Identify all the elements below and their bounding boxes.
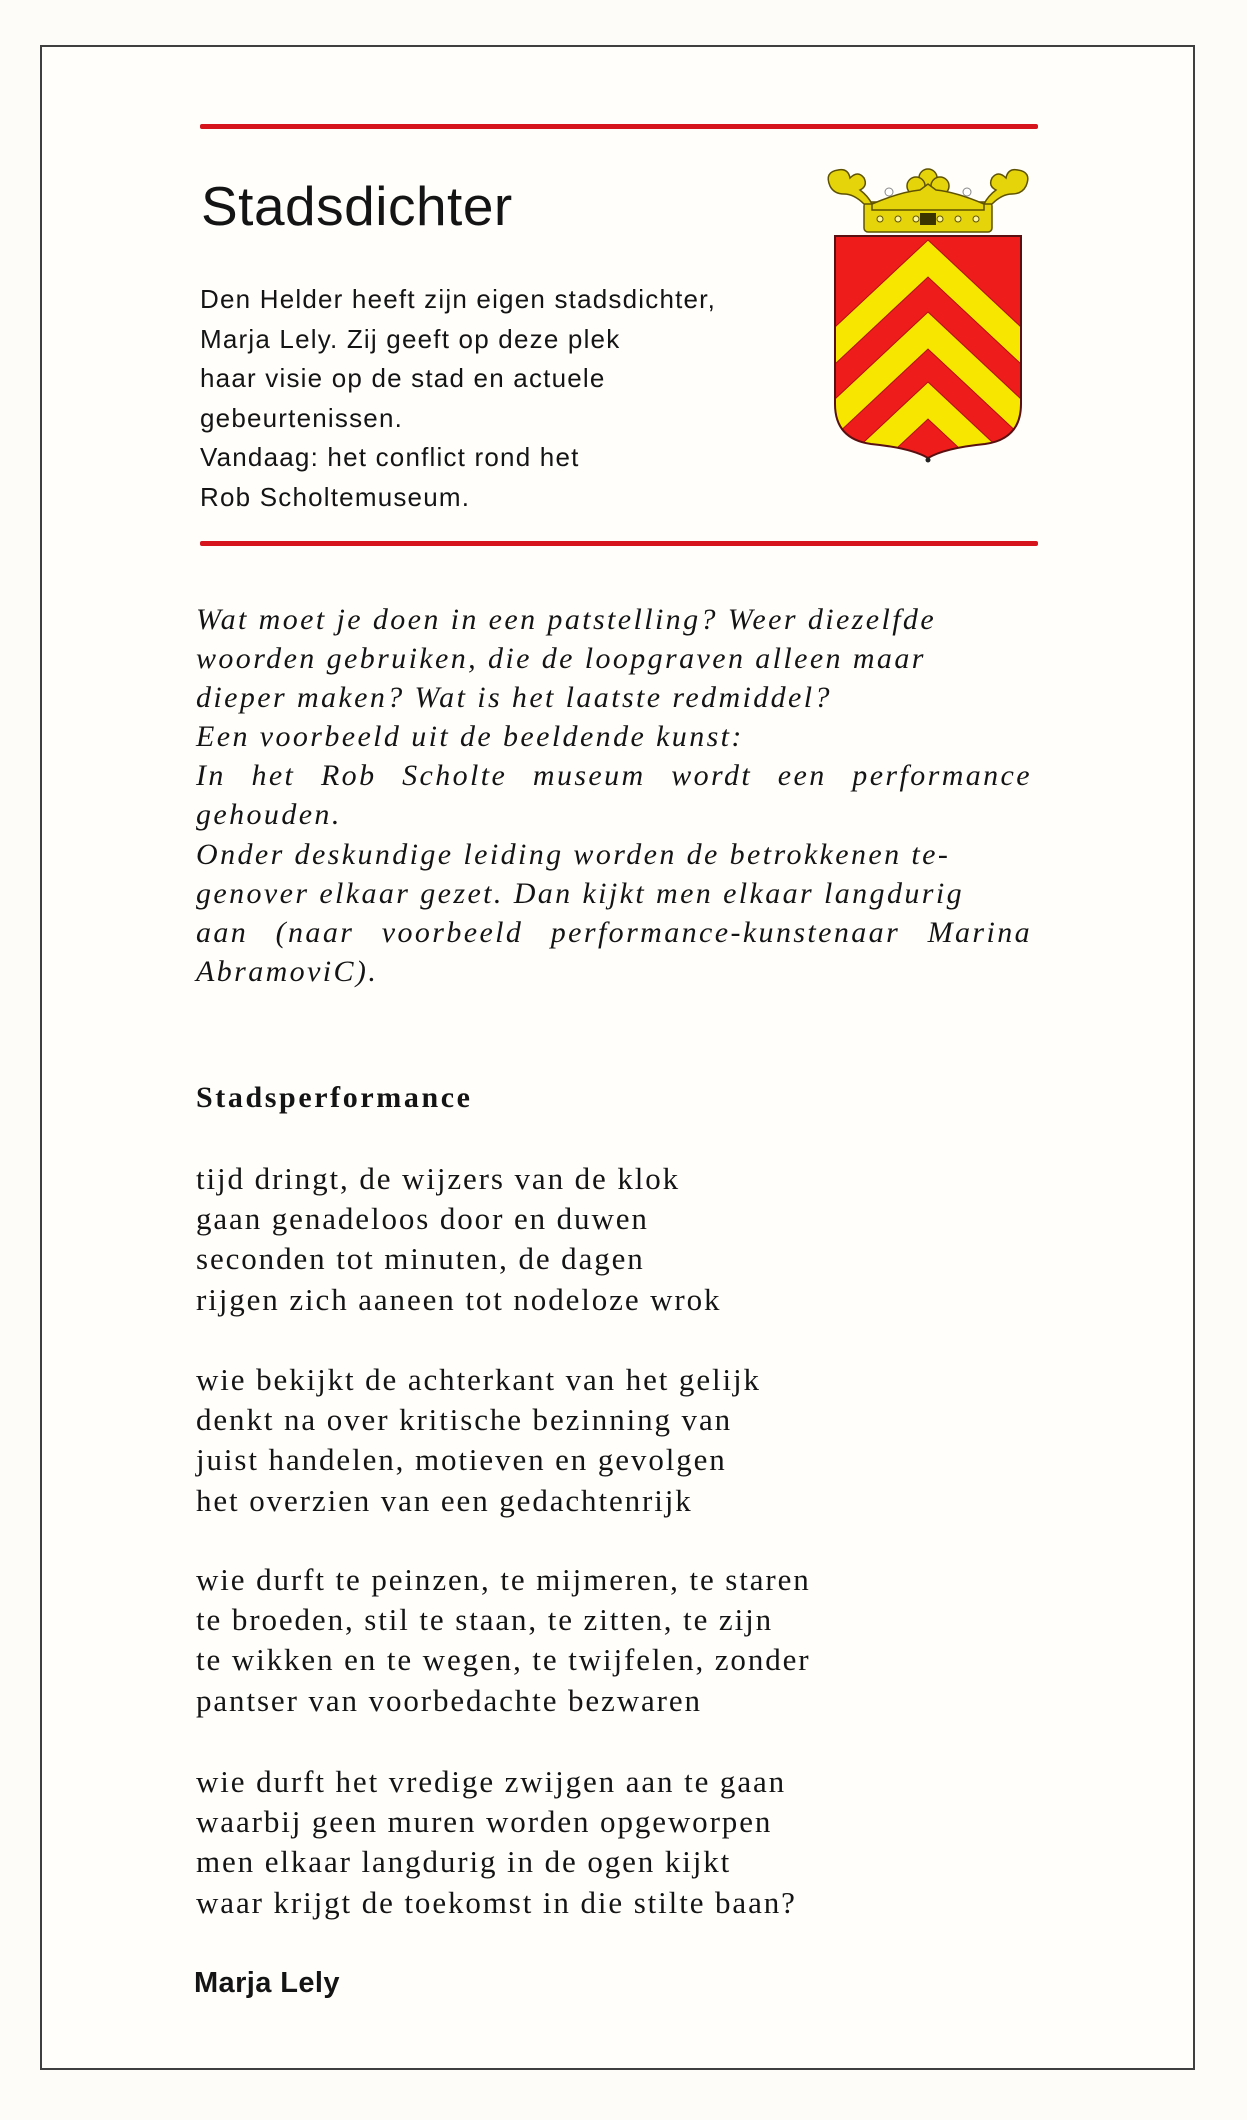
- intro-line: Marja Lely. Zij geeft op deze plek: [200, 323, 621, 354]
- poem-line: wie durft te peinzen, te mijmeren, te staren: [196, 1562, 811, 1597]
- coat-of-arms-icon: [820, 164, 1036, 464]
- top-red-rule: [200, 124, 1038, 129]
- poem-line: wie durft het vredige zwijgen aan te gaan: [196, 1764, 787, 1799]
- lead-line: In het Rob Scholte museum wordt een performance: [196, 759, 1032, 793]
- lead-line: gehouden.: [196, 798, 342, 832]
- poem-line: te wikken en te wegen, te twijfelen, zonder: [196, 1642, 811, 1678]
- poem-stanza-4: [196, 1762, 797, 1923]
- lead-line: AbramoviC).: [196, 954, 379, 988]
- poem-line: seconden tot minuten, de dagen: [196, 1241, 645, 1277]
- poem-line: denkt na over kritische bezinning van: [196, 1402, 733, 1438]
- crown-icon: [828, 169, 1028, 232]
- poem-line: het overzien van een gedachtenrijk: [196, 1482, 693, 1518]
- lead-line: aan (naar voorbeeld performance-kunstenaar Marina: [196, 915, 1032, 949]
- intro-line: Den Helder heeft zijn eigen stadsdichter,: [200, 284, 717, 314]
- poem-line: wie bekijkt de achterkant van het gelijk: [196, 1362, 761, 1397]
- intro-line: Vandaag: het conflict rond het: [200, 442, 580, 473]
- lead-line: dieper maken? Wat is het laatste redmiddel?: [196, 681, 832, 715]
- page-title: Stadsdichter: [201, 175, 513, 237]
- lead-line: Wat moet je doen in een patstelling? Weer diezelfde: [196, 603, 937, 636]
- poem-line: men elkaar langdurig in de ogen kijkt: [196, 1844, 732, 1880]
- poem-line: te broeden, stil te staan, te zitten, te zijn: [196, 1602, 774, 1638]
- poem-line: juist handelen, motieven en gevolgen: [196, 1442, 727, 1478]
- intro-line: haar visie op de stad en actuele: [200, 363, 606, 394]
- author-signature: Marja Lely: [194, 1967, 340, 1999]
- intro-line: gebeurtenissen.: [200, 402, 404, 433]
- poem-stanza-3: [196, 1560, 811, 1721]
- poem-stanza-1: [196, 1159, 721, 1320]
- intro-line: Rob Scholtemuseum.: [200, 481, 471, 512]
- coat-of-arms-svg: [820, 164, 1036, 464]
- poem-line: pantser van voorbedachte bezwaren: [196, 1682, 702, 1718]
- lead-line: Een voorbeeld uit de beeldende kunst:: [196, 720, 744, 754]
- poem-line: waar krijgt de toekomst in die stilte baan?: [196, 1884, 797, 1920]
- shield-icon: [835, 236, 1021, 464]
- poem-title: Stadsperformance: [196, 1081, 473, 1114]
- bottom-red-rule: [200, 541, 1038, 546]
- intro-text: [200, 280, 716, 518]
- lead-line: woorden gebruiken, die de loopgraven alleen maar: [196, 642, 926, 676]
- poem-line: waarbij geen muren worden opgeworpen: [196, 1804, 773, 1840]
- poem-line: tijd dringt, de wijzers van de klok: [196, 1161, 681, 1196]
- poem-line: rijgen zich aaneen tot nodeloze wrok: [196, 1281, 722, 1317]
- lead-paragraph: [196, 600, 1032, 991]
- lead-line: genover elkaar gezet. Dan kijkt men elkaar langdurig: [196, 876, 964, 910]
- lead-line: Onder deskundige leiding worden de betrokkenen te-: [196, 837, 951, 871]
- poem-line: gaan genadeloos door en duwen: [196, 1201, 649, 1237]
- poem-stanza-2: [196, 1360, 761, 1521]
